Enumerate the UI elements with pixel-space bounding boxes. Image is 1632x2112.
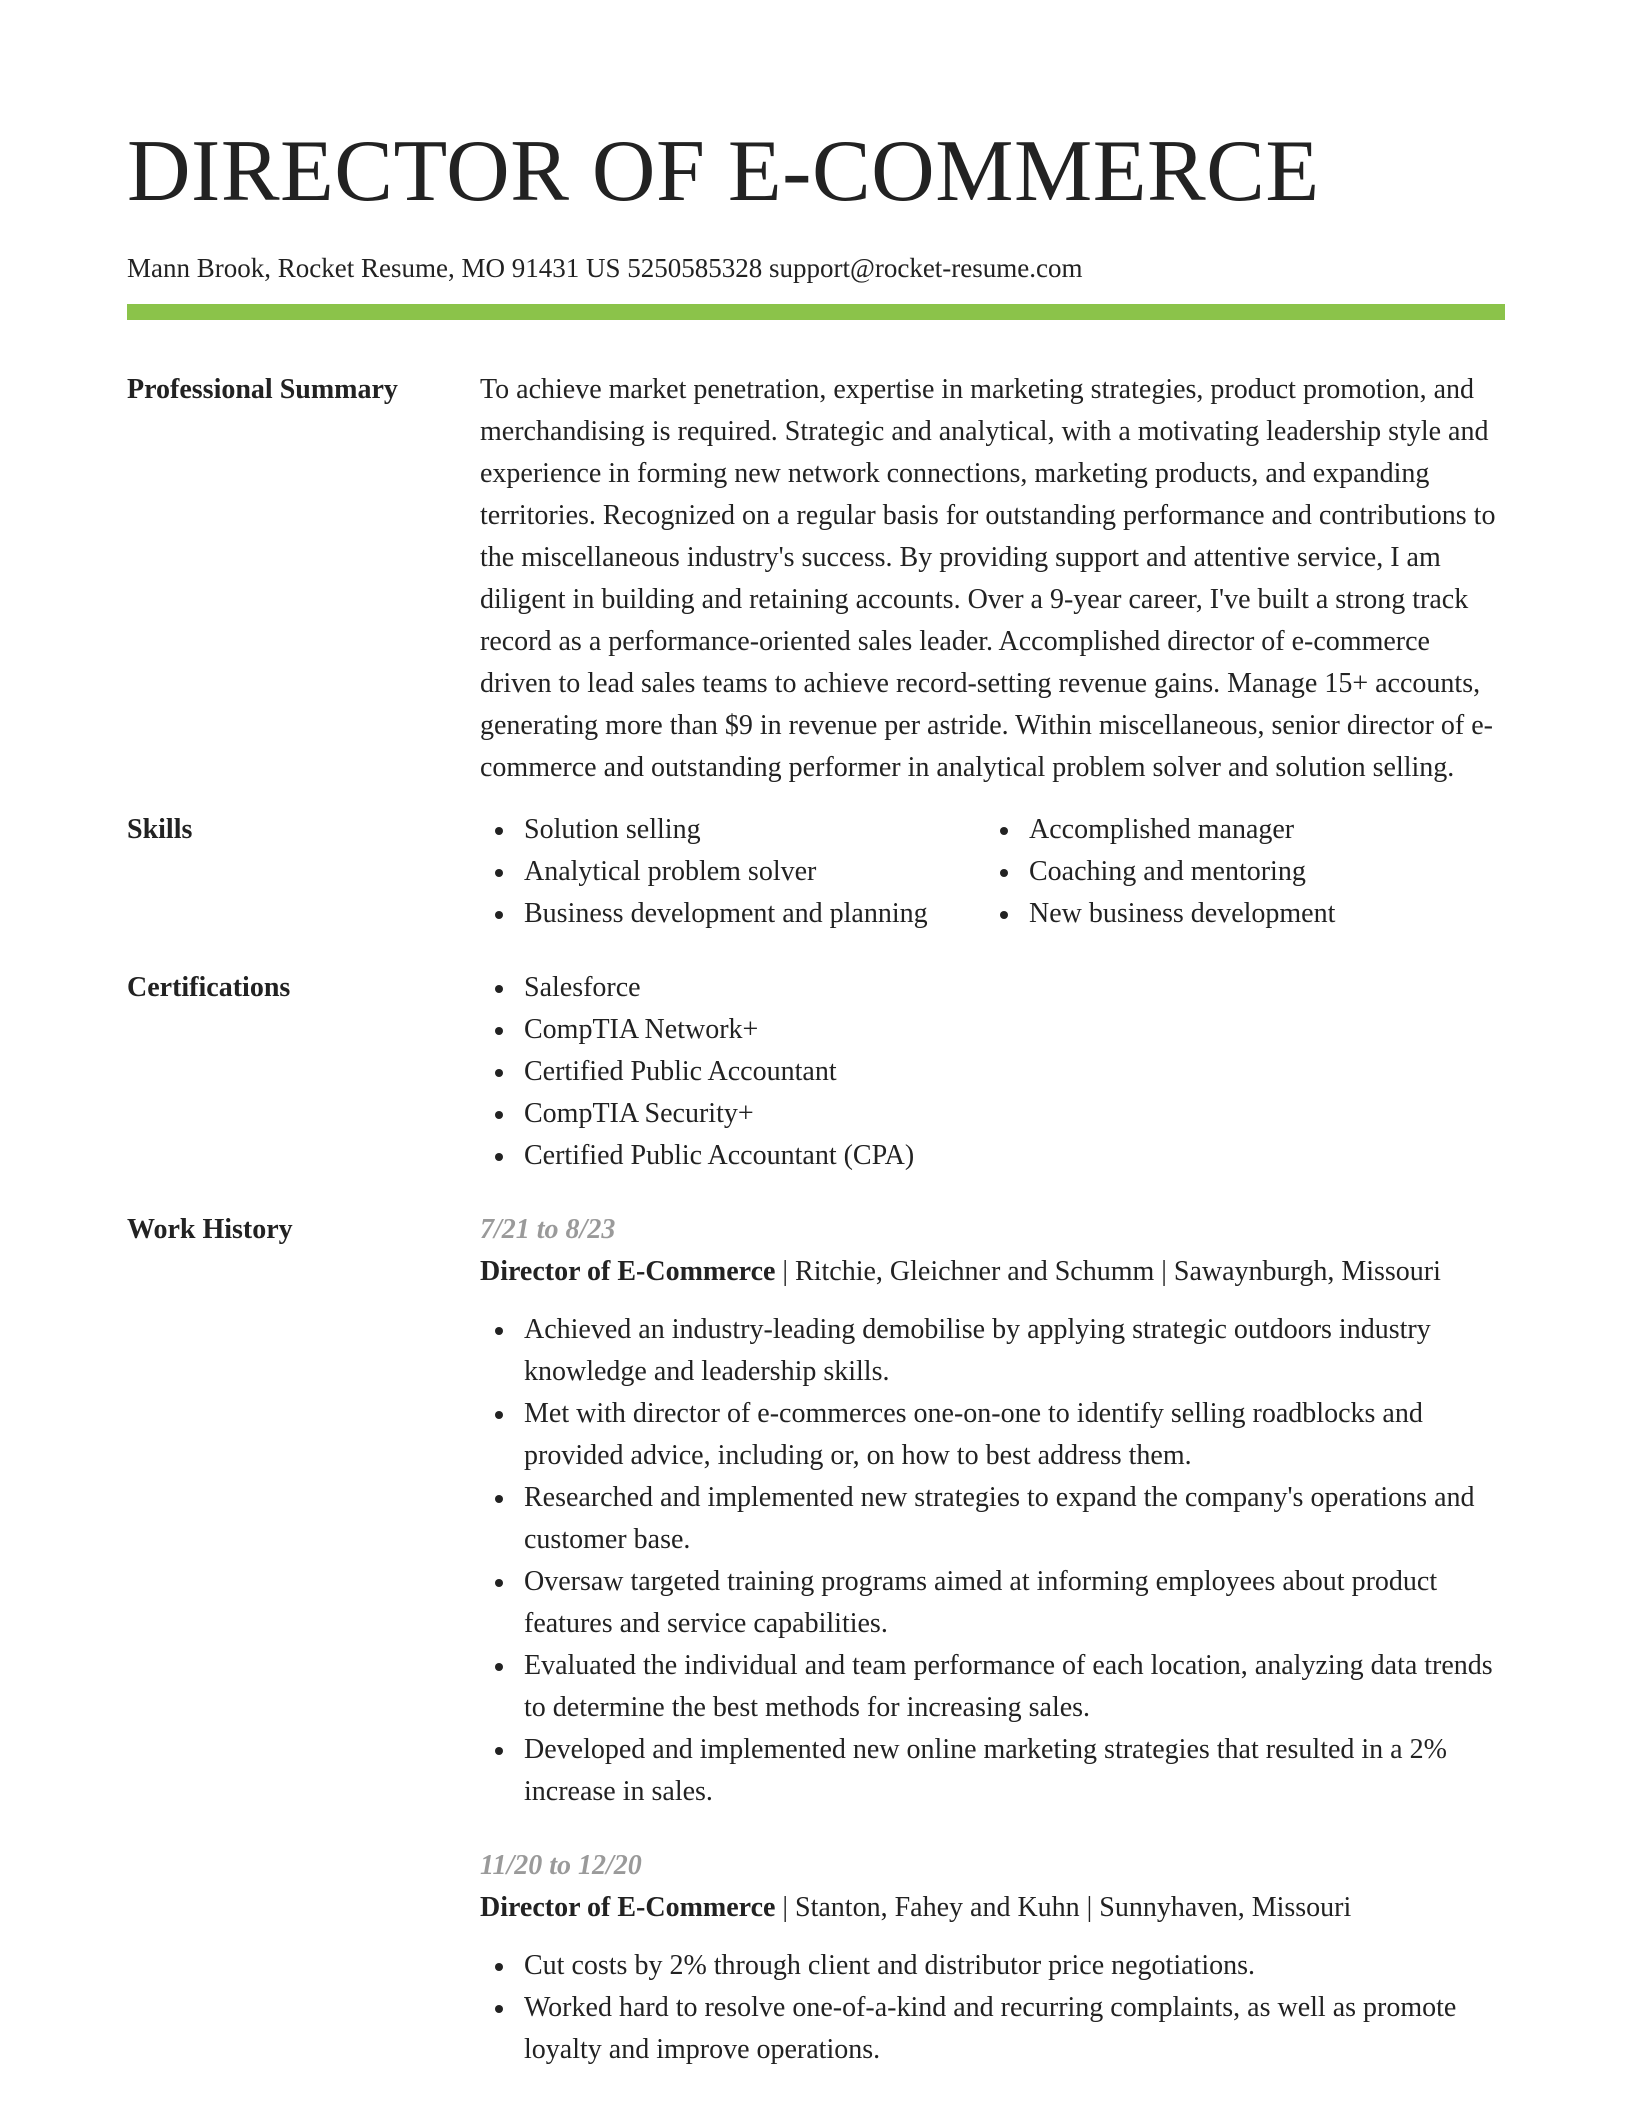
- accent-divider: [127, 304, 1505, 320]
- list-item: CompTIA Network+: [480, 1009, 1505, 1051]
- job-bullets: [480, 1309, 1505, 1813]
- list-item: Cut costs by 2% through client and distributor price negotiations.: [480, 1945, 1505, 1987]
- job-details: | Ritchie, Gleichner and Schumm | Sawaynburgh, Missouri: [775, 1256, 1441, 1287]
- list-item: Certified Public Accountant (CPA): [480, 1135, 1505, 1177]
- list-item: Developed and implemented new online marketing strategies that resulted in a 2% increase in sales.: [480, 1729, 1505, 1813]
- resume-page: [127, 0, 1505, 2071]
- list-item: New business development: [985, 893, 1490, 935]
- list-item: Analytical problem solver: [480, 851, 985, 893]
- list-item: Coaching and mentoring: [985, 851, 1490, 893]
- certifications-list: [480, 967, 1505, 1177]
- skills-columns: [480, 809, 1505, 935]
- job-heading: [480, 1251, 1505, 1293]
- job-entry: [480, 1209, 1505, 1813]
- summary-label: Professional Summary: [127, 374, 398, 405]
- work-history-label: Work History: [127, 1214, 293, 1245]
- skills-list-left: [480, 809, 985, 935]
- job-entry: [480, 1845, 1505, 2071]
- list-item: Oversaw targeted training programs aimed at informing employees about product features and service capabilities.: [480, 1561, 1505, 1645]
- list-item: Evaluated the individual and team performance of each location, analyzing data trends to determine the best methods for increasing sales.: [480, 1645, 1505, 1729]
- job-heading: [480, 1887, 1505, 1929]
- skills-label: Skills: [127, 814, 193, 845]
- work-history-section: [127, 1209, 1505, 2071]
- skills-section: [127, 809, 1505, 935]
- job-details: | Stanton, Fahey and Kuhn | Sunnyhaven, Missouri: [775, 1892, 1352, 1923]
- job-title: Director of E-Commerce: [480, 1892, 776, 1923]
- job-dates: 7/21 to 8/23: [480, 1214, 616, 1245]
- list-item: CompTIA Security+: [480, 1093, 1505, 1135]
- job-title: Director of E-Commerce: [480, 1256, 776, 1287]
- list-item: Certified Public Accountant: [480, 1051, 1505, 1093]
- certifications-label: Certifications: [127, 972, 291, 1003]
- list-item: Met with director of e-commerces one-on-one to identify selling roadblocks and provided advice, including or, on how to best address them.: [480, 1393, 1505, 1477]
- list-item: Achieved an industry-leading demobilise by applying strategic outdoors industry knowledge and leadership skills.: [480, 1309, 1505, 1393]
- job-bullets: [480, 1945, 1505, 2071]
- list-item: Researched and implemented new strategies to expand the company's operations and customer base.: [480, 1477, 1505, 1561]
- list-item: Salesforce: [480, 967, 1505, 1009]
- list-item: Business development and planning: [480, 893, 985, 935]
- job-dates: 11/20 to 12/20: [480, 1850, 642, 1881]
- contact-info: Mann Brook, Rocket Resume, MO 91431 US 5250585328 support@rocket-resume.com: [127, 253, 1083, 283]
- certifications-section: [127, 967, 1505, 1177]
- list-item: Solution selling: [480, 809, 985, 851]
- resume-title: DIRECTOR OF E-COMMERCE: [127, 123, 1320, 220]
- list-item: Accomplished manager: [985, 809, 1490, 851]
- list-item: Worked hard to resolve one-of-a-kind and recurring complaints, as well as promote loyalty and improve operations.: [480, 1987, 1505, 2071]
- summary-section: [127, 369, 1505, 789]
- skills-list-right: [985, 809, 1490, 935]
- summary-text: To achieve market penetration, expertise in marketing strategies, product promotion, and merchandising is required. Strategic and analytical, with a motivating leadership style and experience in forming new network connections, marketing products, and expanding territories. Recognized on a regular basis for outstanding performance and contributions to the miscellaneous industry's success. By providing support and attentive service, I am diligent in building and retaining accounts. Over a 9-year career, I've built a strong track record as a performance-oriented sales leader. Accomplished director of e-commerce driven to lead sales teams to achieve record-setting revenue gains. Manage 15+ accounts, generating more than $9 in revenue per astride. Within miscellaneous, senior director of e-commerce and outstanding performer in analytical problem solver and solution selling.: [480, 374, 1496, 783]
